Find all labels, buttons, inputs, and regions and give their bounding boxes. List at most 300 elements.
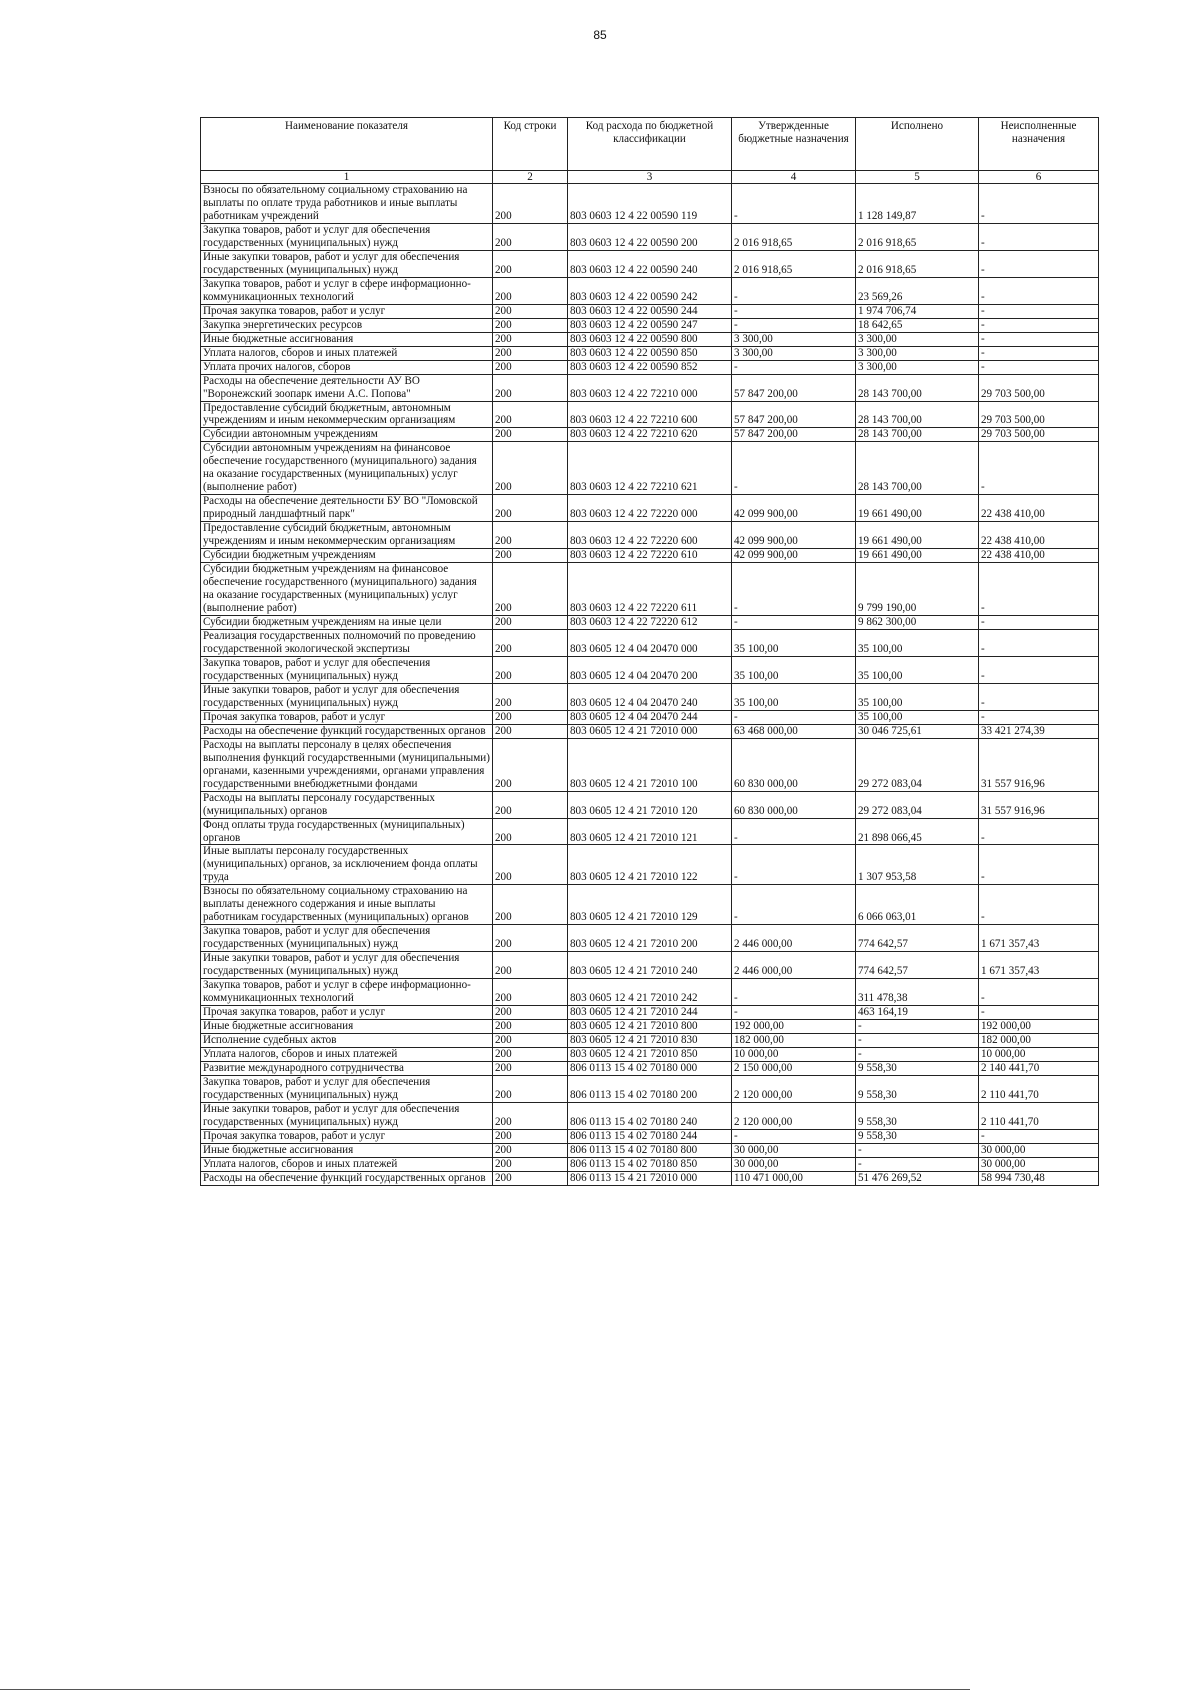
cell-executed: 9 558,30 — [856, 1129, 979, 1143]
cell-unexecuted: - — [979, 318, 1099, 332]
cell-approved: - — [732, 318, 856, 332]
cell-indicator-name: Расходы на обеспечение функций государственных органов — [201, 1171, 493, 1185]
cell-budget-code: 803 0605 12 4 21 72010 244 — [568, 1006, 732, 1020]
table-row — [201, 428, 1099, 442]
cell-executed: 2 016 918,65 — [856, 250, 979, 277]
cell-unexecuted: - — [979, 250, 1099, 277]
cell-line-code: 200 — [493, 360, 568, 374]
cell-unexecuted: - — [979, 616, 1099, 630]
cell-budget-code: 803 0603 12 4 22 72210 621 — [568, 442, 732, 495]
cell-executed: 29 272 083,04 — [856, 738, 979, 791]
cell-line-code: 200 — [493, 1129, 568, 1143]
cell-approved: 57 847 200,00 — [732, 428, 856, 442]
cell-budget-code: 803 0603 12 4 22 00590 240 — [568, 250, 732, 277]
cell-executed: 23 569,26 — [856, 277, 979, 304]
cell-executed: - — [856, 1034, 979, 1048]
cell-unexecuted: - — [979, 184, 1099, 224]
cell-approved: 182 000,00 — [732, 1034, 856, 1048]
table-row — [201, 683, 1099, 710]
cell-executed: 9 799 190,00 — [856, 563, 979, 616]
cell-unexecuted: - — [979, 346, 1099, 360]
cell-approved: - — [732, 818, 856, 845]
table-row — [201, 401, 1099, 428]
cell-budget-code: 803 0605 12 4 21 72010 850 — [568, 1048, 732, 1062]
cell-unexecuted: - — [979, 563, 1099, 616]
cell-line-code: 200 — [493, 818, 568, 845]
cell-indicator-name: Закупка товаров, работ и услуг для обеспечения государственных (муниципальных) нужд — [201, 1075, 493, 1102]
cell-indicator-name: Расходы на выплаты персоналу в целях обеспечения выполнения функций государственными (муниципальными) органами, казенными учреждениями, органами управления государственными внебюджетными фондами — [201, 738, 493, 791]
cell-approved: - — [732, 360, 856, 374]
table-body — [201, 184, 1099, 1186]
cell-indicator-name: Субсидии автономным учреждениям на финансовое обеспечение государственного (муниципального) задания на оказание государственных (муниципальных) услуг (выполнение работ) — [201, 442, 493, 495]
table-row — [201, 885, 1099, 925]
table-row — [201, 979, 1099, 1006]
cell-budget-code: 803 0605 12 4 21 72010 242 — [568, 979, 732, 1006]
cell-approved: - — [732, 442, 856, 495]
table-row — [201, 250, 1099, 277]
cell-executed: - — [856, 1157, 979, 1171]
cell-budget-code: 803 0603 12 4 22 72220 612 — [568, 616, 732, 630]
cell-executed: 35 100,00 — [856, 683, 979, 710]
cell-line-code: 200 — [493, 223, 568, 250]
cell-line-code: 200 — [493, 616, 568, 630]
cell-budget-code: 803 0605 12 4 21 72010 122 — [568, 845, 732, 885]
cell-budget-code: 803 0605 12 4 21 72010 200 — [568, 925, 732, 952]
table-row — [201, 495, 1099, 522]
cell-line-code: 200 — [493, 1020, 568, 1034]
cell-approved: 110 471 000,00 — [732, 1171, 856, 1185]
cell-line-code: 200 — [493, 332, 568, 346]
cell-executed: 35 100,00 — [856, 710, 979, 724]
cell-indicator-name: Уплата налогов, сборов и иных платежей — [201, 346, 493, 360]
cell-executed: 6 066 063,01 — [856, 885, 979, 925]
cell-budget-code: 803 0605 12 4 04 20470 000 — [568, 629, 732, 656]
cell-executed: 311 478,38 — [856, 979, 979, 1006]
cell-indicator-name: Прочая закупка товаров, работ и услуг — [201, 304, 493, 318]
table-row — [201, 549, 1099, 563]
table-row — [201, 656, 1099, 683]
cell-line-code: 200 — [493, 1157, 568, 1171]
cell-unexecuted: - — [979, 710, 1099, 724]
cell-indicator-name: Уплата налогов, сборов и иных платежей — [201, 1157, 493, 1171]
cell-executed: 3 300,00 — [856, 360, 979, 374]
table-row — [201, 1034, 1099, 1048]
cell-indicator-name: Субсидии бюджетным учреждениям на финансовое обеспечение государственного (муниципального) задания на оказание государственных (муниципальных) услуг (выполнение работ) — [201, 563, 493, 616]
cell-indicator-name: Уплата прочих налогов, сборов — [201, 360, 493, 374]
cell-executed: 9 558,30 — [856, 1061, 979, 1075]
cell-indicator-name: Уплата налогов, сборов и иных платежей — [201, 1048, 493, 1062]
cell-budget-code: 803 0603 12 4 22 00590 852 — [568, 360, 732, 374]
cell-indicator-name: Прочая закупка товаров, работ и услуг — [201, 1006, 493, 1020]
cell-executed: 1 307 953,58 — [856, 845, 979, 885]
cell-line-code: 200 — [493, 656, 568, 683]
cell-executed: 29 272 083,04 — [856, 791, 979, 818]
cell-line-code: 200 — [493, 1006, 568, 1020]
scan-edge-line — [0, 1689, 970, 1690]
cell-line-code: 200 — [493, 1061, 568, 1075]
table-row — [201, 304, 1099, 318]
cell-executed: 9 862 300,00 — [856, 616, 979, 630]
cell-budget-code: 803 0603 12 4 22 00590 200 — [568, 223, 732, 250]
table-row — [201, 184, 1099, 224]
cell-budget-code: 803 0603 12 4 22 00590 244 — [568, 304, 732, 318]
cell-line-code: 200 — [493, 495, 568, 522]
cell-budget-code: 803 0605 12 4 21 72010 800 — [568, 1020, 732, 1034]
cell-budget-code: 803 0603 12 4 22 72210 600 — [568, 401, 732, 428]
cell-indicator-name: Взносы по обязательному социальному страхованию на выплаты денежного содержания и иные выплаты работникам государственных (муниципальных) органов — [201, 885, 493, 925]
cell-budget-code: 803 0603 12 4 22 00590 242 — [568, 277, 732, 304]
table-row — [201, 1006, 1099, 1020]
header-budget-classification-code: Код расхода по бюджетной классификации — [568, 118, 732, 171]
table-header-row — [201, 118, 1099, 171]
cell-budget-code: 806 0113 15 4 02 70180 800 — [568, 1143, 732, 1157]
cell-executed: 28 143 700,00 — [856, 442, 979, 495]
cell-unexecuted: 30 000,00 — [979, 1157, 1099, 1171]
cell-approved: 10 000,00 — [732, 1048, 856, 1062]
cell-unexecuted: 1 671 357,43 — [979, 952, 1099, 979]
cell-indicator-name: Взносы по обязательному социальному страхованию на выплаты по оплате труда работников и иные выплаты работникам учреждений — [201, 184, 493, 224]
cell-approved: - — [732, 304, 856, 318]
cell-approved: 3 300,00 — [732, 346, 856, 360]
table-row — [201, 563, 1099, 616]
table-row — [201, 360, 1099, 374]
cell-unexecuted: - — [979, 304, 1099, 318]
cell-budget-code: 806 0113 15 4 02 70180 000 — [568, 1061, 732, 1075]
cell-approved: 42 099 900,00 — [732, 495, 856, 522]
cell-approved: - — [732, 277, 856, 304]
table-row — [201, 710, 1099, 724]
cell-indicator-name: Расходы на обеспечение деятельности БУ ВО "Ломовской природный ландшафтный парк" — [201, 495, 493, 522]
cell-indicator-name: Закупка товаров, работ и услуг в сфере информационно-коммуникационных технологий — [201, 979, 493, 1006]
table-row — [201, 277, 1099, 304]
budget-execution-table — [200, 117, 1099, 1186]
cell-line-code: 200 — [493, 1102, 568, 1129]
cell-approved: - — [732, 1006, 856, 1020]
cell-executed: 28 143 700,00 — [856, 374, 979, 401]
column-number: 2 — [493, 171, 568, 184]
cell-line-code: 200 — [493, 629, 568, 656]
cell-indicator-name: Иные бюджетные ассигнования — [201, 332, 493, 346]
table-row — [201, 629, 1099, 656]
cell-unexecuted: 10 000,00 — [979, 1048, 1099, 1062]
cell-indicator-name: Прочая закупка товаров, работ и услуг — [201, 1129, 493, 1143]
cell-budget-code: 803 0603 12 4 22 00590 119 — [568, 184, 732, 224]
cell-executed: - — [856, 1020, 979, 1034]
cell-approved: 2 016 918,65 — [732, 223, 856, 250]
table-row — [201, 925, 1099, 952]
header-executed: Исполнено — [856, 118, 979, 171]
cell-indicator-name: Иные выплаты персоналу государственных (муниципальных) органов, за исключением фонда оплаты труда — [201, 845, 493, 885]
cell-line-code: 200 — [493, 318, 568, 332]
cell-executed: 9 558,30 — [856, 1102, 979, 1129]
cell-executed: 21 898 066,45 — [856, 818, 979, 845]
table-row — [201, 845, 1099, 885]
cell-indicator-name: Прочая закупка товаров, работ и услуг — [201, 710, 493, 724]
cell-unexecuted: 192 000,00 — [979, 1020, 1099, 1034]
table-row — [201, 332, 1099, 346]
column-number: 6 — [979, 171, 1099, 184]
cell-budget-code: 803 0603 12 4 22 72210 000 — [568, 374, 732, 401]
cell-approved: 2 016 918,65 — [732, 250, 856, 277]
cell-line-code: 200 — [493, 563, 568, 616]
table-row — [201, 1061, 1099, 1075]
cell-unexecuted: - — [979, 629, 1099, 656]
cell-line-code: 200 — [493, 428, 568, 442]
cell-indicator-name: Закупка энергетических ресурсов — [201, 318, 493, 332]
cell-line-code: 200 — [493, 277, 568, 304]
table-row — [201, 1075, 1099, 1102]
cell-line-code: 200 — [493, 925, 568, 952]
cell-line-code: 200 — [493, 1075, 568, 1102]
cell-indicator-name: Иные бюджетные ассигнования — [201, 1020, 493, 1034]
cell-unexecuted: - — [979, 1129, 1099, 1143]
cell-budget-code: 803 0605 12 4 21 72010 129 — [568, 885, 732, 925]
cell-unexecuted: 2 110 441,70 — [979, 1102, 1099, 1129]
cell-unexecuted: 22 438 410,00 — [979, 522, 1099, 549]
cell-line-code: 200 — [493, 1048, 568, 1062]
cell-unexecuted: 31 557 916,96 — [979, 791, 1099, 818]
cell-approved: - — [732, 616, 856, 630]
cell-unexecuted: 2 140 441,70 — [979, 1061, 1099, 1075]
cell-unexecuted: - — [979, 979, 1099, 1006]
cell-unexecuted: - — [979, 683, 1099, 710]
cell-executed: 1 128 149,87 — [856, 184, 979, 224]
cell-unexecuted: - — [979, 1006, 1099, 1020]
cell-unexecuted: 1 671 357,43 — [979, 925, 1099, 952]
cell-line-code: 200 — [493, 1143, 568, 1157]
cell-executed: 51 476 269,52 — [856, 1171, 979, 1185]
cell-approved: - — [732, 885, 856, 925]
cell-budget-code: 806 0113 15 4 21 72010 000 — [568, 1171, 732, 1185]
cell-budget-code: 803 0605 12 4 04 20470 244 — [568, 710, 732, 724]
cell-executed: 774 642,57 — [856, 952, 979, 979]
table-row — [201, 1020, 1099, 1034]
cell-line-code: 200 — [493, 710, 568, 724]
cell-indicator-name: Развитие международного сотрудничества — [201, 1061, 493, 1075]
cell-indicator-name: Фонд оплаты труда государственных (муниципальных) органов — [201, 818, 493, 845]
cell-line-code: 200 — [493, 184, 568, 224]
cell-budget-code: 803 0603 12 4 22 00590 850 — [568, 346, 732, 360]
table-row — [201, 346, 1099, 360]
table-row — [201, 374, 1099, 401]
cell-approved: 2 120 000,00 — [732, 1075, 856, 1102]
cell-approved: 192 000,00 — [732, 1020, 856, 1034]
cell-line-code: 200 — [493, 304, 568, 318]
cell-indicator-name: Расходы на обеспечение деятельности АУ ВО "Воронежский зоопарк имени А.С. Попова" — [201, 374, 493, 401]
cell-unexecuted: 30 000,00 — [979, 1143, 1099, 1157]
cell-executed: 35 100,00 — [856, 629, 979, 656]
header-approved-appropriations: Утвержденные бюджетные назначения — [732, 118, 856, 171]
cell-approved: 60 830 000,00 — [732, 791, 856, 818]
cell-executed: 19 661 490,00 — [856, 495, 979, 522]
table-row — [201, 952, 1099, 979]
cell-indicator-name: Реализация государственных полномочий по проведению государственной экологической экспертизы — [201, 629, 493, 656]
cell-indicator-name: Субсидии бюджетным учреждениям на иные цели — [201, 616, 493, 630]
cell-line-code: 200 — [493, 979, 568, 1006]
cell-unexecuted: - — [979, 442, 1099, 495]
cell-approved: 60 830 000,00 — [732, 738, 856, 791]
table-row — [201, 522, 1099, 549]
cell-indicator-name: Субсидии автономным учреждениям — [201, 428, 493, 442]
table-row — [201, 318, 1099, 332]
cell-unexecuted: 2 110 441,70 — [979, 1075, 1099, 1102]
cell-executed: 3 300,00 — [856, 332, 979, 346]
cell-line-code: 200 — [493, 1034, 568, 1048]
cell-indicator-name: Иные закупки товаров, работ и услуг для обеспечения государственных (муниципальных) нужд — [201, 1102, 493, 1129]
cell-executed: 19 661 490,00 — [856, 549, 979, 563]
cell-indicator-name: Закупка товаров, работ и услуг в сфере информационно-коммуникационных технологий — [201, 277, 493, 304]
cell-executed: - — [856, 1143, 979, 1157]
cell-executed: 19 661 490,00 — [856, 522, 979, 549]
cell-indicator-name: Иные закупки товаров, работ и услуг для обеспечения государственных (муниципальных) нужд — [201, 250, 493, 277]
cell-line-code: 200 — [493, 738, 568, 791]
table-row — [201, 1171, 1099, 1185]
cell-executed: 463 164,19 — [856, 1006, 979, 1020]
cell-approved: - — [732, 563, 856, 616]
cell-budget-code: 803 0605 12 4 04 20470 240 — [568, 683, 732, 710]
cell-indicator-name: Закупка товаров, работ и услуг для обеспечения государственных (муниципальных) нужд — [201, 656, 493, 683]
table-row — [201, 616, 1099, 630]
table-row — [201, 1157, 1099, 1171]
cell-unexecuted: 182 000,00 — [979, 1034, 1099, 1048]
table-row — [201, 223, 1099, 250]
cell-budget-code: 803 0603 12 4 22 72210 620 — [568, 428, 732, 442]
cell-approved: - — [732, 1129, 856, 1143]
cell-approved: 57 847 200,00 — [732, 401, 856, 428]
header-line-code: Код строки — [493, 118, 568, 171]
table-row — [201, 1143, 1099, 1157]
cell-approved: 2 150 000,00 — [732, 1061, 856, 1075]
cell-approved: 30 000,00 — [732, 1143, 856, 1157]
cell-line-code: 200 — [493, 522, 568, 549]
cell-indicator-name: Иные бюджетные ассигнования — [201, 1143, 493, 1157]
cell-line-code: 200 — [493, 346, 568, 360]
cell-approved: 57 847 200,00 — [732, 374, 856, 401]
cell-executed: 1 974 706,74 — [856, 304, 979, 318]
cell-line-code: 200 — [493, 250, 568, 277]
table-row — [201, 724, 1099, 738]
cell-unexecuted: - — [979, 332, 1099, 346]
column-number: 3 — [568, 171, 732, 184]
cell-budget-code: 803 0605 12 4 04 20470 200 — [568, 656, 732, 683]
cell-unexecuted: 22 438 410,00 — [979, 495, 1099, 522]
table-row — [201, 442, 1099, 495]
cell-executed: 2 016 918,65 — [856, 223, 979, 250]
column-number: 5 — [856, 171, 979, 184]
table-row — [201, 818, 1099, 845]
cell-unexecuted: 33 421 274,39 — [979, 724, 1099, 738]
cell-executed: 9 558,30 — [856, 1075, 979, 1102]
cell-approved: 3 300,00 — [732, 332, 856, 346]
cell-budget-code: 803 0603 12 4 22 72220 611 — [568, 563, 732, 616]
cell-budget-code: 803 0605 12 4 21 72010 830 — [568, 1034, 732, 1048]
cell-approved: 42 099 900,00 — [732, 549, 856, 563]
cell-budget-code: 806 0113 15 4 02 70180 200 — [568, 1075, 732, 1102]
cell-executed: - — [856, 1048, 979, 1062]
cell-indicator-name: Расходы на обеспечение функций государственных органов — [201, 724, 493, 738]
cell-indicator-name: Иные закупки товаров, работ и услуг для обеспечения государственных (муниципальных) нужд — [201, 952, 493, 979]
header-unexecuted-appropriations: Неисполненные назначения — [979, 118, 1099, 171]
cell-line-code: 200 — [493, 1171, 568, 1185]
cell-approved: - — [732, 184, 856, 224]
cell-line-code: 200 — [493, 374, 568, 401]
column-number: 1 — [201, 171, 493, 184]
table-row — [201, 1048, 1099, 1062]
cell-executed: 28 143 700,00 — [856, 428, 979, 442]
cell-executed: 30 046 725,61 — [856, 724, 979, 738]
column-number-row — [201, 171, 1099, 184]
cell-approved: 35 100,00 — [732, 683, 856, 710]
cell-budget-code: 803 0605 12 4 21 72010 121 — [568, 818, 732, 845]
column-number: 4 — [732, 171, 856, 184]
page-number: 85 — [593, 28, 607, 42]
cell-unexecuted: 22 438 410,00 — [979, 549, 1099, 563]
cell-budget-code: 803 0603 12 4 22 00590 800 — [568, 332, 732, 346]
cell-budget-code: 803 0605 12 4 21 72010 120 — [568, 791, 732, 818]
cell-approved: 30 000,00 — [732, 1157, 856, 1171]
cell-executed: 35 100,00 — [856, 656, 979, 683]
cell-approved: 2 446 000,00 — [732, 952, 856, 979]
cell-unexecuted: - — [979, 223, 1099, 250]
cell-unexecuted: 29 703 500,00 — [979, 401, 1099, 428]
cell-indicator-name: Субсидии бюджетным учреждениям — [201, 549, 493, 563]
cell-budget-code: 803 0603 12 4 22 72220 000 — [568, 495, 732, 522]
cell-unexecuted: 29 703 500,00 — [979, 374, 1099, 401]
cell-line-code: 200 — [493, 724, 568, 738]
cell-unexecuted: - — [979, 656, 1099, 683]
cell-approved: 2 120 000,00 — [732, 1102, 856, 1129]
cell-budget-code: 806 0113 15 4 02 70180 850 — [568, 1157, 732, 1171]
cell-approved: 63 468 000,00 — [732, 724, 856, 738]
cell-indicator-name: Предоставление субсидий бюджетным, автономным учреждениям и иным некоммерческим организациям — [201, 522, 493, 549]
cell-unexecuted: - — [979, 818, 1099, 845]
cell-line-code: 200 — [493, 952, 568, 979]
cell-line-code: 200 — [493, 442, 568, 495]
cell-line-code: 200 — [493, 401, 568, 428]
cell-indicator-name: Исполнение судебных актов — [201, 1034, 493, 1048]
table-row — [201, 1102, 1099, 1129]
cell-unexecuted: - — [979, 885, 1099, 925]
cell-indicator-name: Закупка товаров, работ и услуг для обеспечения государственных (муниципальных) нужд — [201, 223, 493, 250]
cell-approved: - — [732, 710, 856, 724]
cell-budget-code: 803 0603 12 4 22 00590 247 — [568, 318, 732, 332]
cell-line-code: 200 — [493, 791, 568, 818]
cell-indicator-name: Иные закупки товаров, работ и услуг для обеспечения государственных (муниципальных) нужд — [201, 683, 493, 710]
cell-approved: 42 099 900,00 — [732, 522, 856, 549]
table-row — [201, 1129, 1099, 1143]
cell-executed: 18 642,65 — [856, 318, 979, 332]
cell-budget-code: 803 0605 12 4 21 72010 240 — [568, 952, 732, 979]
cell-executed: 774 642,57 — [856, 925, 979, 952]
cell-approved: 2 446 000,00 — [732, 925, 856, 952]
cell-line-code: 200 — [493, 845, 568, 885]
cell-budget-code: 803 0605 12 4 21 72010 000 — [568, 724, 732, 738]
cell-line-code: 200 — [493, 683, 568, 710]
cell-unexecuted: 29 703 500,00 — [979, 428, 1099, 442]
cell-budget-code: 803 0603 12 4 22 72220 610 — [568, 549, 732, 563]
table-row — [201, 738, 1099, 791]
header-indicator-name: Наименование показателя — [201, 118, 493, 171]
cell-budget-code: 806 0113 15 4 02 70180 240 — [568, 1102, 732, 1129]
cell-budget-code: 803 0603 12 4 22 72220 600 — [568, 522, 732, 549]
cell-unexecuted: - — [979, 845, 1099, 885]
cell-approved: - — [732, 979, 856, 1006]
cell-budget-code: 806 0113 15 4 02 70180 244 — [568, 1129, 732, 1143]
cell-indicator-name: Расходы на выплаты персоналу государственных (муниципальных) органов — [201, 791, 493, 818]
cell-line-code: 200 — [493, 549, 568, 563]
cell-indicator-name: Закупка товаров, работ и услуг для обеспечения государственных (муниципальных) нужд — [201, 925, 493, 952]
cell-executed: 28 143 700,00 — [856, 401, 979, 428]
